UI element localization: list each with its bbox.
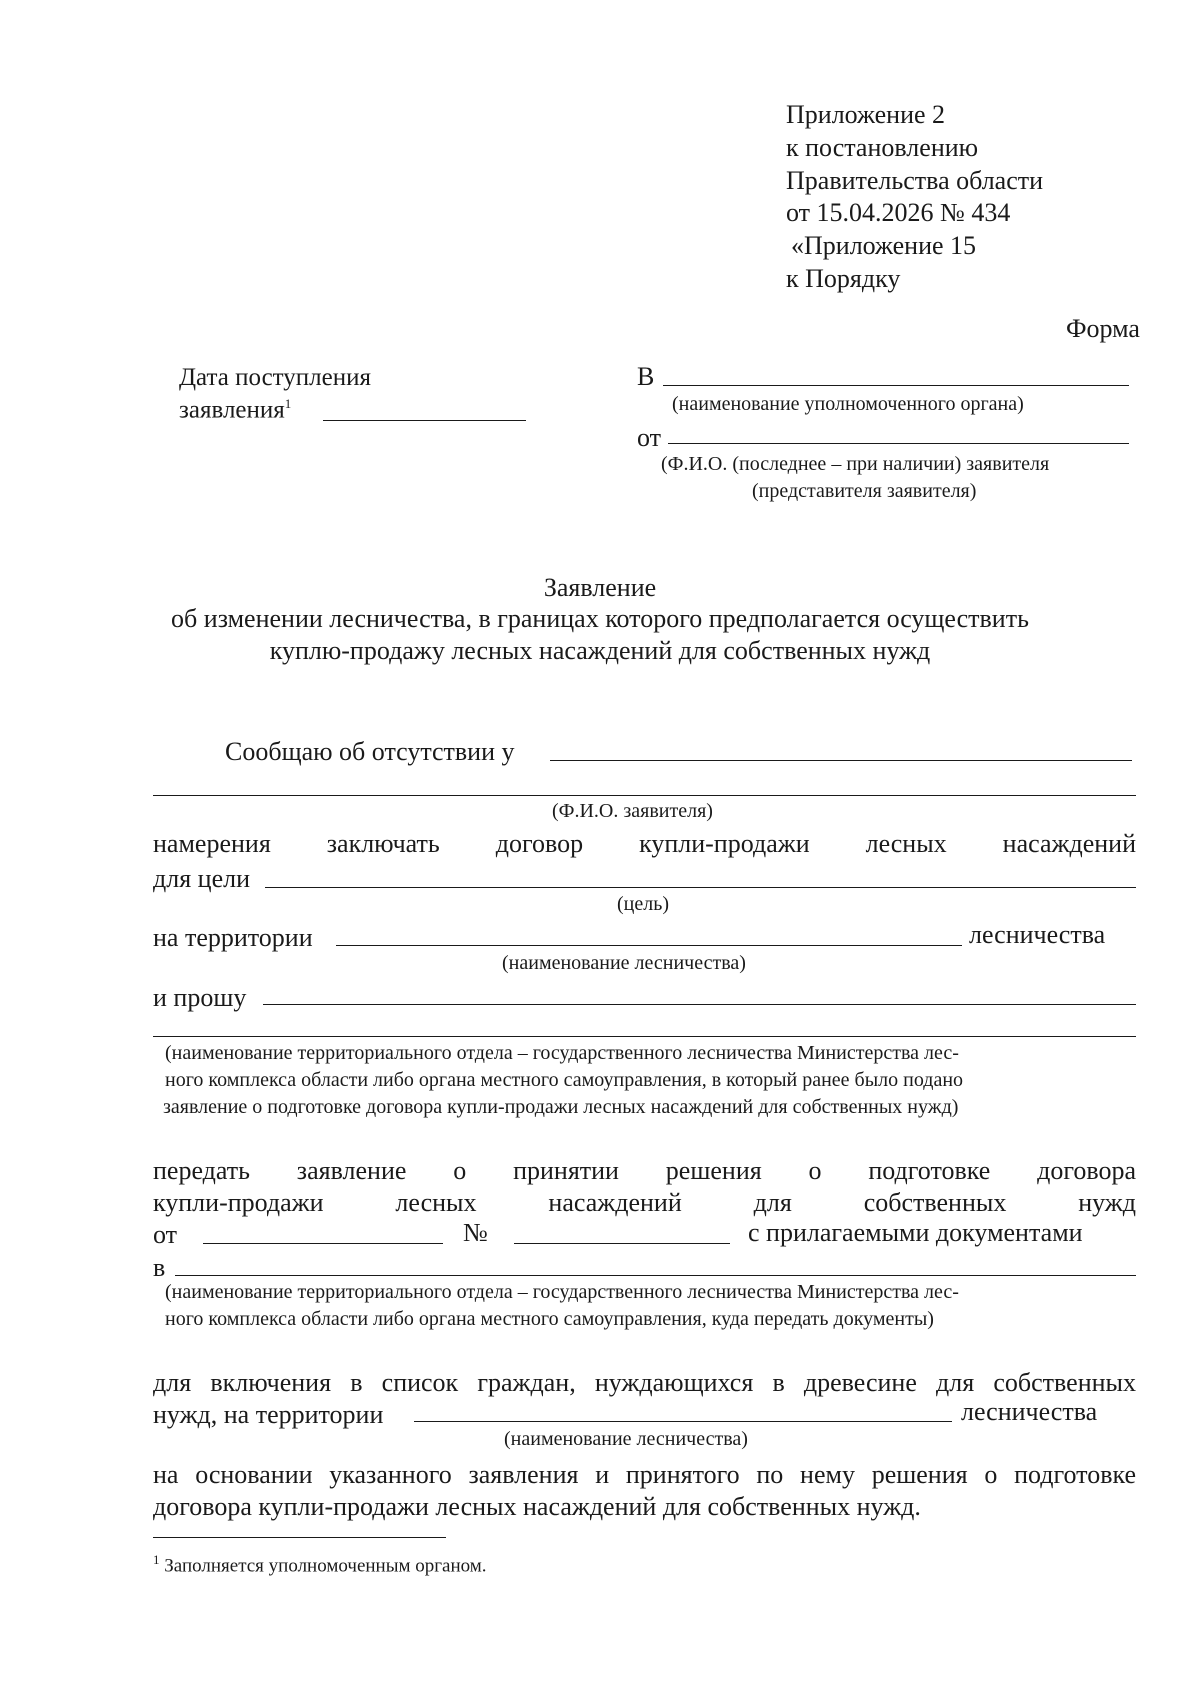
report-prefix: Сообщаю об отсутствии у xyxy=(225,737,515,766)
footnote-text: $^1$ Заполняется уполномоченным органом. xyxy=(153,1552,487,1577)
previous-dept-hint-3: заявление о подготовке договора купли-продажи лесных насаждений для собственных нужд) xyxy=(163,1096,959,1118)
transfer-line-2: купли-продажи лесных насаждений для собственных нужд xyxy=(153,1188,1136,1217)
application-number-field[interactable] xyxy=(514,1243,730,1244)
authority-name-field[interactable] xyxy=(663,385,1129,386)
intent-line: намерения заключать договор купли-продажи лесных насаждений xyxy=(153,829,1136,858)
receipt-label-line-2: заявления$^1$ xyxy=(179,396,292,424)
header-line-2: к постановлению xyxy=(786,133,979,162)
include-line-1: для включения в список граждан, нуждающихся в древесине для собственных xyxy=(153,1368,1136,1397)
basis-line-1: на основании указанного заявления и принятого по нему решения о подготовке xyxy=(153,1460,1136,1489)
to-prefix: В xyxy=(637,362,655,391)
destination-dept-hint-1: (наименование территориального отдела – государственного лесничества Министерства лес- xyxy=(165,1281,959,1303)
date-from-prefix: от xyxy=(153,1220,178,1249)
territory-suffix: лесничества xyxy=(969,920,1106,949)
purpose-hint: (цель) xyxy=(617,893,670,915)
number-sign: № xyxy=(463,1218,488,1247)
applicant-hint-line-2: (представителя заявителя) xyxy=(752,480,977,502)
applicant-fio-hint: (Ф.И.О. заявителя) xyxy=(552,800,713,822)
footnote-separator xyxy=(153,1537,446,1538)
applicant-field-line-2[interactable] xyxy=(153,795,1136,796)
docs-suffix: с прилагаемыми документами xyxy=(748,1218,1083,1247)
receipt-date-field[interactable] xyxy=(323,420,526,421)
header-line-5: «Приложение 15 xyxy=(791,231,977,260)
footnote-mark: 1 xyxy=(153,1552,160,1567)
destination-dept-field[interactable] xyxy=(175,1275,1136,1276)
applicant-field-line-1[interactable] xyxy=(550,760,1132,761)
title-line-1: Заявление xyxy=(543,573,657,602)
purpose-prefix: для цели xyxy=(153,864,251,893)
header-line-1: Приложение 2 xyxy=(786,100,946,129)
header-line-3: Правительства области xyxy=(786,166,1044,195)
application-date-field[interactable] xyxy=(203,1243,443,1244)
footnote-ref: 1 xyxy=(284,396,292,411)
purpose-field[interactable] xyxy=(265,887,1136,888)
previous-dept-field-line-2[interactable] xyxy=(153,1036,1136,1037)
header-line-6: к Порядку xyxy=(786,264,901,293)
applicant-hint-line-1: (Ф.И.О. (последнее – при наличии) заявителя xyxy=(661,453,1050,475)
receipt-label-line-1: Дата поступления xyxy=(179,364,371,391)
territory-prefix: на территории xyxy=(153,923,313,952)
header-line-4: от 15.04.2026 № 434 xyxy=(786,198,1011,227)
previous-dept-hint-1: (наименование территориального отдела – государственного лесничества Министерства лес- xyxy=(165,1042,959,1064)
territory-forestry-field[interactable] xyxy=(336,945,962,946)
title-line-2: об изменении лесничества, в границах которого предполагается осуществить xyxy=(171,604,1029,633)
destination-dept-hint-2: ного комплекса области либо органа местного самоуправления, куда передать документы) xyxy=(165,1308,934,1330)
form-label: Форма xyxy=(1066,314,1140,343)
previous-dept-hint-2: ного комплекса области либо органа местного самоуправления, в который ранее было подано xyxy=(165,1069,964,1091)
into-prefix: в xyxy=(153,1253,166,1282)
title-line-3: куплю-продажу лесных насаждений для собственных нужд xyxy=(269,636,931,665)
include-suffix: лесничества xyxy=(961,1397,1098,1426)
transfer-line-1: передать заявление о принятии решения о подготовке договора xyxy=(153,1156,1136,1185)
include-prefix: нужд, на территории xyxy=(153,1400,384,1429)
basis-line-2: договора купли-продажи лесных насаждений для собственных нужд. xyxy=(153,1492,921,1521)
authority-hint: (наименование уполномоченного органа) xyxy=(672,393,1024,415)
forestry-hint-2: (наименование лесничества) xyxy=(504,1428,748,1450)
applicant-name-field[interactable] xyxy=(668,443,1129,444)
request-prefix: и прошу xyxy=(153,983,247,1012)
include-forestry-field[interactable] xyxy=(414,1421,952,1422)
previous-dept-field-line-1[interactable] xyxy=(263,1004,1136,1005)
from-prefix: от xyxy=(637,423,662,452)
forestry-hint: (наименование лесничества) xyxy=(502,952,746,974)
